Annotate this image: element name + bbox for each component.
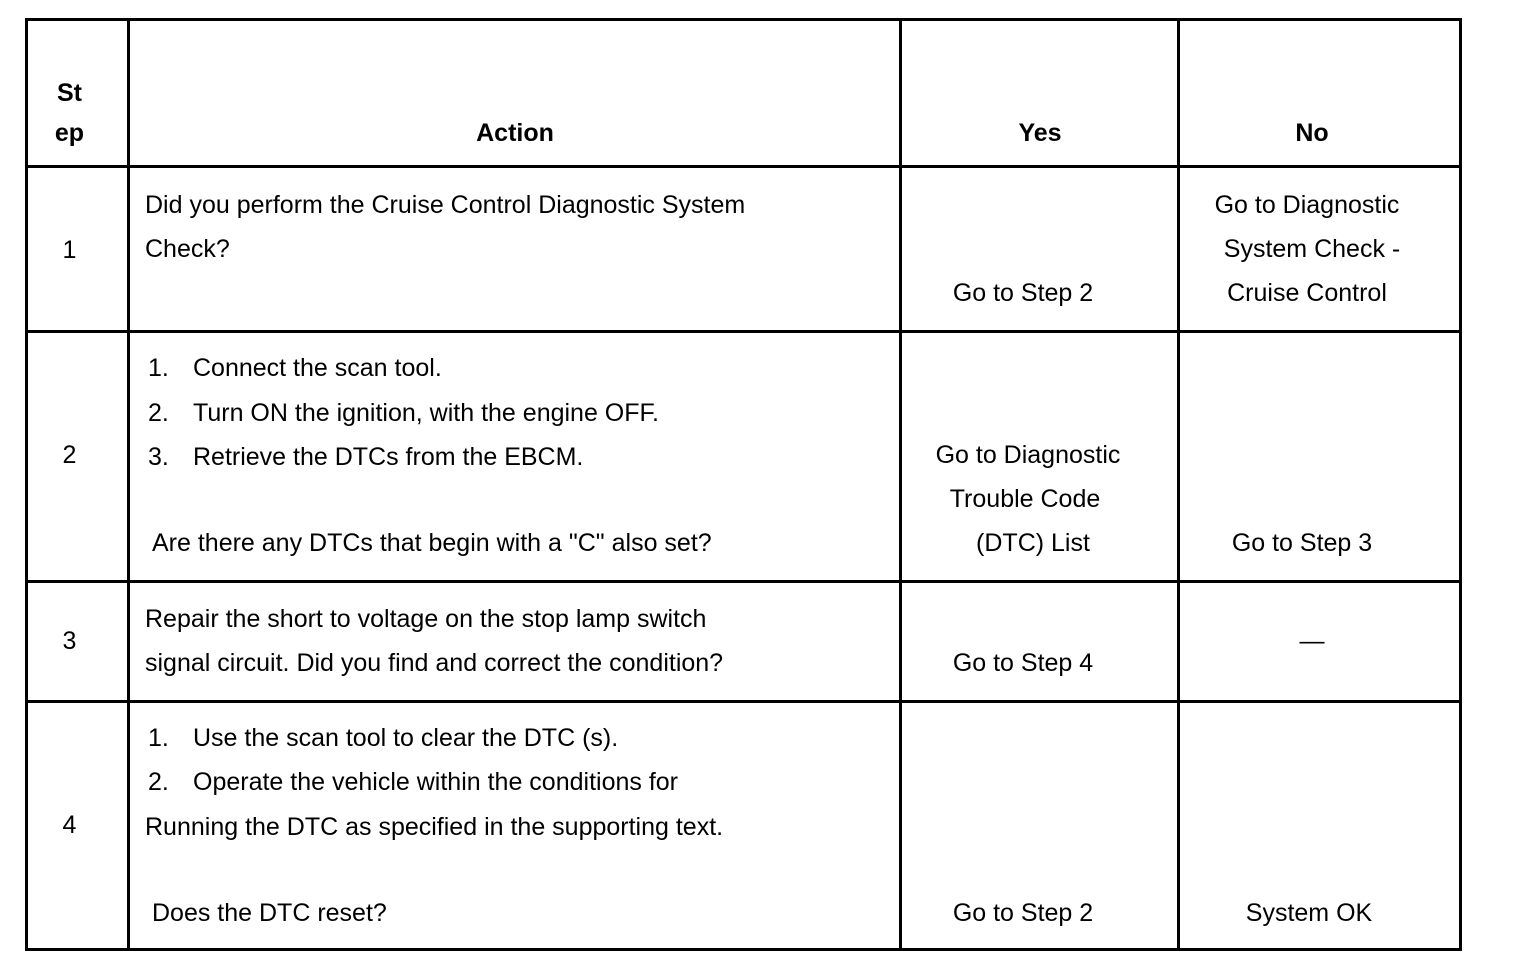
- step-number: 4: [62, 811, 77, 839]
- list-number: 1.: [148, 724, 169, 752]
- list-item-text: Turn ON the ignition, with the engine OFF.: [193, 399, 659, 427]
- header-step-line1: St: [57, 79, 82, 107]
- action-text-line: signal circuit. Did you find and correct the condition?: [145, 649, 724, 677]
- list-number: 2.: [148, 399, 169, 427]
- no-result-line: Cruise Control: [1227, 279, 1387, 307]
- yes-result-line: (DTC) List: [976, 529, 1090, 557]
- column-divider: [127, 21, 130, 948]
- action-text-line: Did you perform the Cruise Control Diagnostic System: [145, 191, 746, 219]
- header-step-line2: ep: [54, 119, 85, 147]
- no-result-line: Go to Diagnostic: [1214, 191, 1400, 219]
- column-divider: [1177, 21, 1180, 948]
- header-action: Action: [476, 119, 554, 147]
- row-divider: [28, 700, 1459, 703]
- yes-result: Go to Step 2: [952, 899, 1094, 927]
- header-no: No: [1295, 119, 1329, 147]
- action-question: Does the DTC reset?: [152, 899, 387, 927]
- action-text-line: Check?: [145, 235, 230, 263]
- row-divider: [28, 330, 1459, 333]
- list-item-text: Connect the scan tool.: [193, 354, 442, 382]
- yes-result: Go to Step 4: [952, 649, 1094, 677]
- yes-result: Go to Step 2: [952, 279, 1094, 307]
- header-yes: Yes: [1018, 119, 1062, 147]
- row-divider: [28, 580, 1459, 583]
- no-result: System OK: [1245, 899, 1373, 927]
- list-number: 3.: [148, 443, 169, 471]
- no-result: Go to Step 3: [1231, 529, 1373, 557]
- yes-result-line: Trouble Code: [949, 485, 1101, 513]
- list-item-text: Operate the vehicle within the conditions for: [193, 768, 678, 796]
- list-number: 1.: [148, 354, 169, 382]
- no-result-dash: —: [1299, 627, 1325, 655]
- yes-result-line: Go to Diagnostic: [935, 441, 1121, 469]
- action-text-line: Repair the short to voltage on the stop lamp switch: [145, 605, 707, 633]
- step-number: 1: [62, 236, 77, 264]
- list-number: 2.: [148, 768, 169, 796]
- step-number: 3: [62, 627, 77, 655]
- list-item-text: Use the scan tool to clear the DTC (s).: [193, 724, 619, 752]
- action-text-line: Running the DTC as specified in the supporting text.: [145, 813, 724, 841]
- no-result-line: System Check -: [1223, 235, 1401, 263]
- action-question: Are there any DTCs that begin with a "C" also set?: [152, 529, 712, 557]
- row-divider: [28, 165, 1459, 168]
- step-number: 2: [62, 441, 77, 469]
- list-item-text: Retrieve the DTCs from the EBCM.: [193, 443, 584, 471]
